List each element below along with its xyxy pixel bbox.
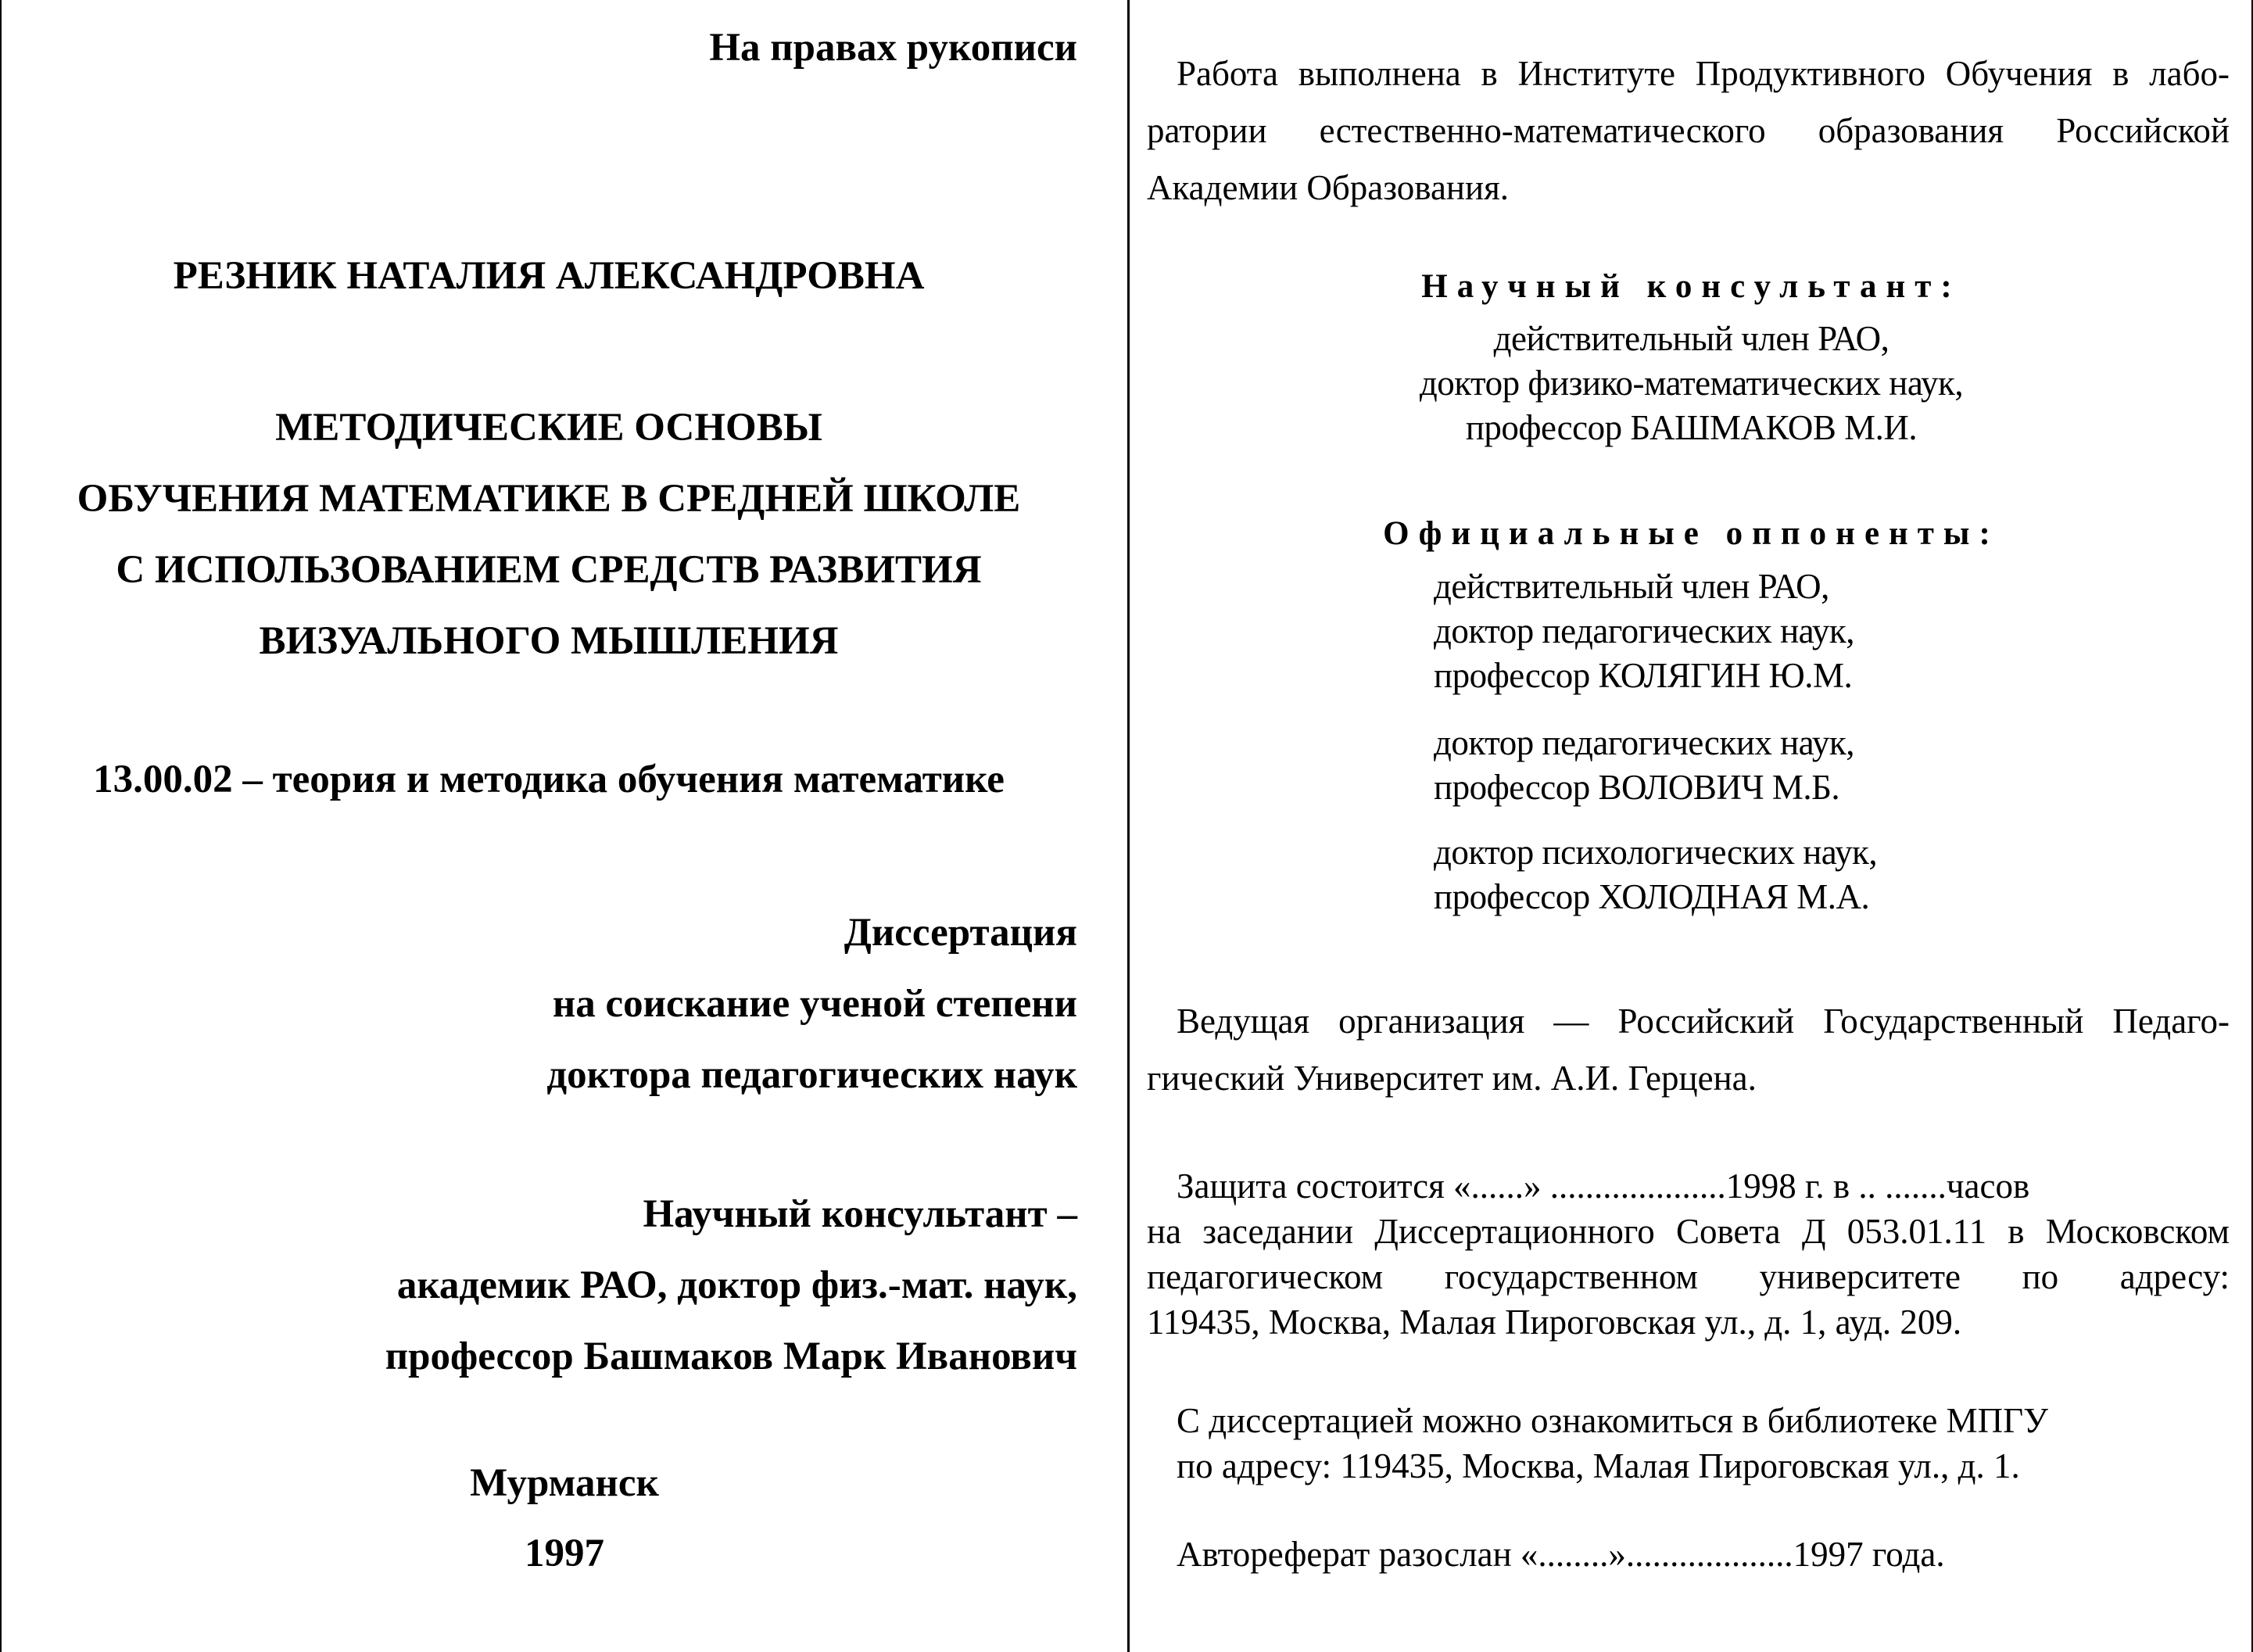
- opponent-line: профессор КОЛЯГИН Ю.М.: [1434, 656, 1853, 695]
- consultant-detail-line: действительный член РАО,: [1493, 319, 1889, 358]
- institution-paragraph: [1147, 45, 2230, 217]
- opponent-line: профессор ХОЛОДНАЯ М.А.: [1434, 877, 1870, 916]
- institution-line: Работа выполнена в Институте Продуктивного Обучения в лабо-: [1177, 54, 2230, 93]
- defense-line: Защита состоится «......» ....................1998 г. в .. .......часов: [1177, 1166, 2030, 1206]
- year: 1997: [525, 1532, 604, 1575]
- specialty-code: 13.00.02 – теория и методика обучения математике: [93, 758, 1005, 801]
- imprint-page: [1130, 0, 2253, 1652]
- opponent-line: доктор педагогических наук,: [1434, 611, 1854, 650]
- degree-line: на соискание ученой степени: [552, 982, 1077, 1026]
- library-info: [1177, 1398, 2048, 1489]
- institution-line: ратории естественно-математического образования Российской: [1147, 111, 2230, 150]
- author-name: РЕЗНИК НАТАЛИЯ АЛЕКСАНДРОВНА: [173, 254, 925, 298]
- opponent-line: доктор педагогических наук,: [1434, 723, 1854, 762]
- consultant-block: [385, 1179, 1077, 1392]
- consultant-details: [1130, 317, 2253, 450]
- degree-block: [546, 898, 1077, 1111]
- title-line: ВИЗУАЛЬНОГО МЫШЛЕНИЯ: [259, 619, 839, 663]
- leading-org-line: гический Университет им. А.И. Герцена.: [1147, 1059, 1757, 1098]
- defense-info: [1147, 1163, 2230, 1345]
- dissertation-title: [2, 392, 1096, 677]
- defense-line: 119435, Москва, Малая Пироговская ул., д. 1, ауд. 209.: [1147, 1303, 1962, 1342]
- institution-line: Академии Образования.: [1147, 168, 1510, 207]
- consultant-detail-line: профессор БАШМАКОВ М.И.: [1465, 408, 1918, 447]
- opponent-3: [1434, 830, 1877, 919]
- degree-line: Диссертация: [844, 911, 1077, 955]
- rights-notice: На правах рукописи: [709, 26, 1077, 70]
- consultant-line: профессор Башмаков Марк Иванович: [385, 1335, 1077, 1378]
- title-line: МЕТОДИЧЕСКИЕ ОСНОВЫ: [275, 406, 822, 450]
- defense-line: на заседании Диссертационного Совета Д 053.01.11 в Московском: [1147, 1212, 2230, 1251]
- city: Мурманск: [470, 1461, 659, 1505]
- opponent-line: действительный член РАО,: [1434, 567, 1829, 606]
- opponent-2: [1434, 721, 1854, 810]
- mailing-date: Автореферат разослан «........»...................1997 года.: [1177, 1535, 1945, 1574]
- leading-organization: [1147, 993, 2230, 1107]
- title-line: ОБУЧЕНИЯ МАТЕМАТИКЕ В СРЕДНЕЙ ШКОЛЕ: [77, 477, 1021, 521]
- opponents-heading: Официальные оппоненты:: [1383, 515, 2000, 552]
- defense-line: педагогическом государственном университете по адресу:: [1147, 1257, 2230, 1296]
- consultant-line: академик РАО, доктор физ.-мат. наук,: [396, 1263, 1077, 1307]
- opponent-line: доктор психологических наук,: [1434, 833, 1878, 872]
- consultant-line: Научный консультант –: [643, 1192, 1077, 1236]
- opponent-line: профессор ВОЛОВИЧ М.Б.: [1434, 768, 1840, 807]
- leading-org-line: Ведущая организация — Российский Государственный Педаго-: [1177, 1002, 2230, 1041]
- title-line: С ИСПОЛЬЗОВАНИЕМ СРЕДСТВ РАЗВИТИЯ: [116, 548, 982, 592]
- degree-line: доктора педагогических наук: [546, 1053, 1077, 1097]
- title-page: [2, 0, 1127, 1652]
- consultant-detail-line: доктор физико-математических наук,: [1419, 364, 1964, 403]
- opponent-1: [1434, 564, 1854, 698]
- consultant-heading: Научный консультант:: [1421, 268, 1961, 305]
- library-line: по адресу: 119435, Москва, Малая Пироговская ул., д. 1.: [1177, 1446, 2020, 1485]
- library-line: С диссертацией можно ознакомиться в библиотеке МПГУ: [1177, 1401, 2048, 1440]
